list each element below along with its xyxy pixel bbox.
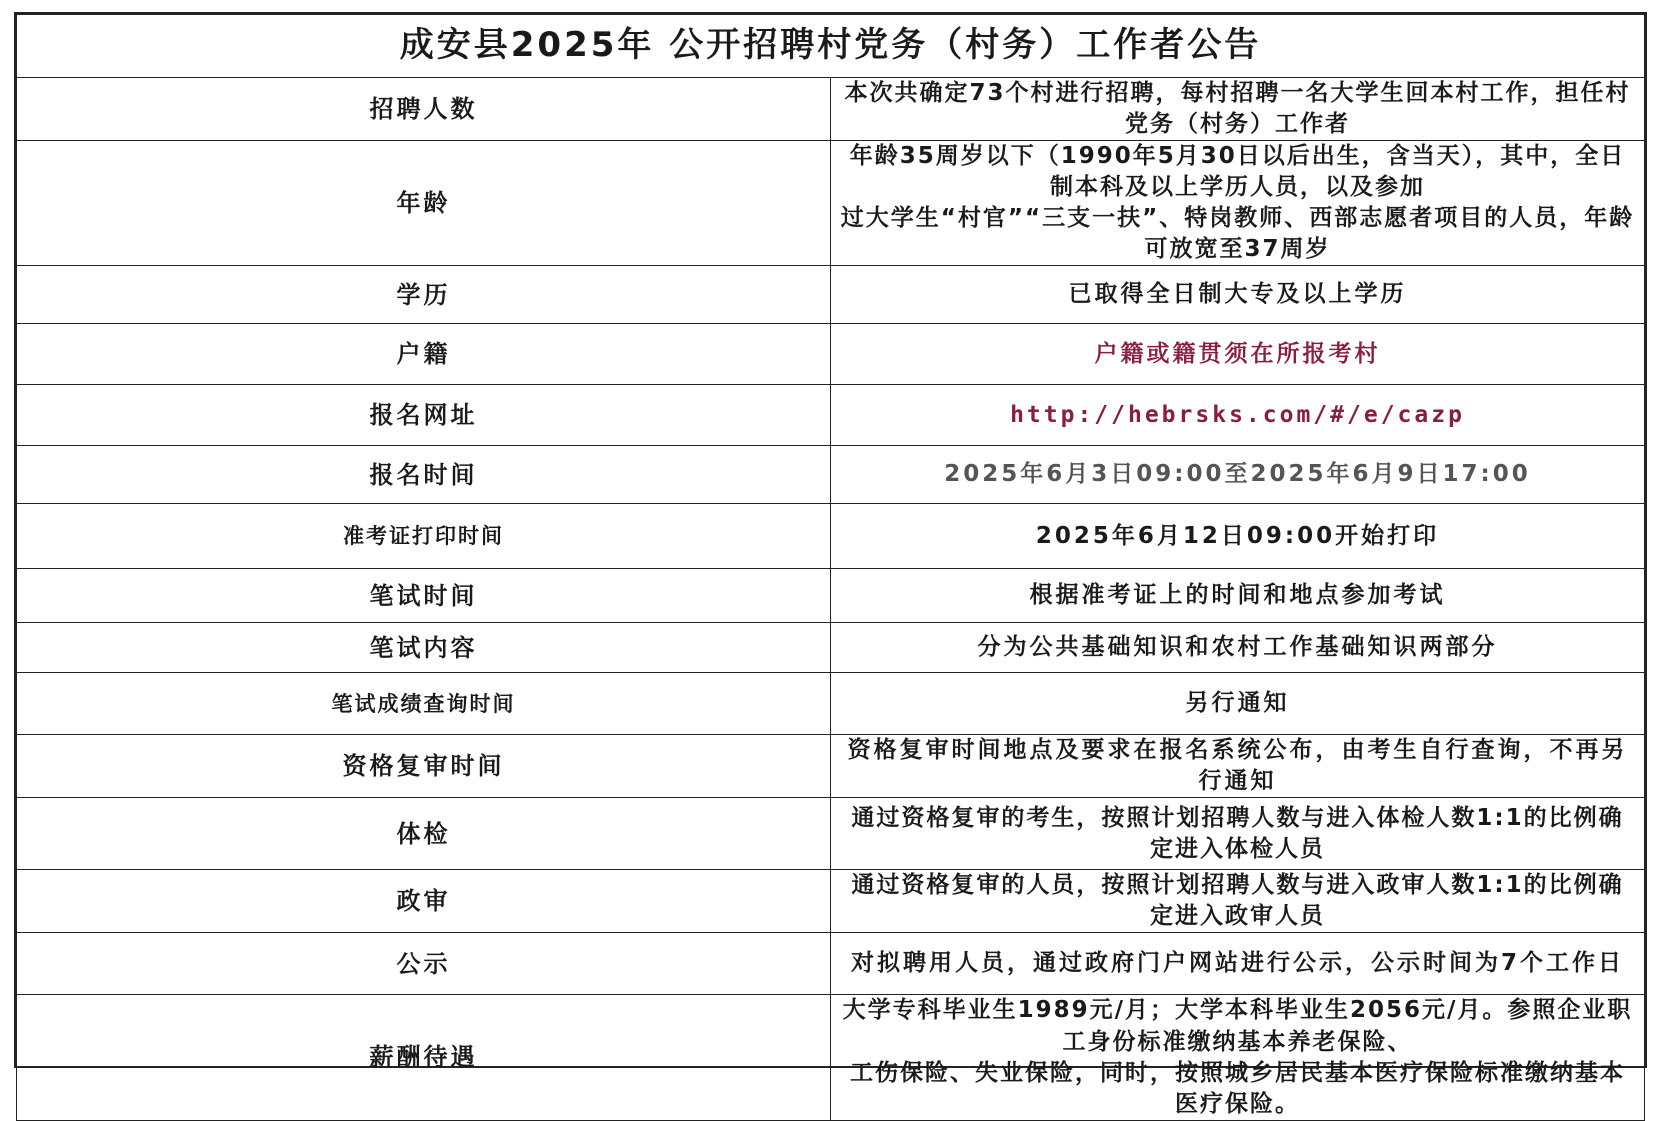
- row-label-education: 学历: [17, 266, 831, 324]
- page-title: 成安县2025年 公开招聘村党务（村务）工作者公告: [17, 15, 1645, 78]
- row-value-publicity: 对拟聘用人员，通过政府门户网站进行公示，公示时间为7个工作日: [831, 933, 1645, 995]
- notice-table: [16, 14, 1645, 1121]
- table-row: [17, 569, 1645, 623]
- row-label-admit-print: 准考证打印时间: [17, 504, 831, 569]
- table-row: [17, 504, 1645, 569]
- row-value-recruit-count: 本次共确定73个村进行招聘，每村招聘一名大学生回本村工作，担任村党务（村务）工作者: [831, 78, 1645, 141]
- row-value-exam-time: 根据准考证上的时间和地点参加考试: [831, 569, 1645, 623]
- age-line-2: 过大学生“村官”“三支一扶”、特岗教师、西部志愿者项目的人员，年龄可放宽至37周岁: [840, 205, 1635, 263]
- signup-url-link[interactable]: http://hebrsks.com/#/e/cazp: [831, 385, 1645, 446]
- row-label-household: 户籍: [17, 324, 831, 385]
- row-label-recruit-count: 招聘人数: [17, 78, 831, 141]
- salary-line-1: 大学专科毕业生1989元/月；大学本科毕业生2056元/月。参照企业职工身份标准缴纳基本养老保险、: [842, 997, 1633, 1055]
- row-value-education: 已取得全日制大专及以上学历: [831, 266, 1645, 324]
- salary-line-2: 工伤保险、失业保险，同时，按照城乡居民基本医疗保险标准缴纳基本医疗保险。: [850, 1059, 1625, 1117]
- row-value-household: 户籍或籍贯须在所报考村: [831, 324, 1645, 385]
- table-row: [17, 798, 1645, 870]
- row-label-exam-content: 笔试内容: [17, 623, 831, 673]
- row-label-political-review: 政审: [17, 870, 831, 933]
- table-row: [17, 870, 1645, 933]
- table-row: [17, 446, 1645, 504]
- row-label-salary: 薪酬待遇: [17, 995, 831, 1120]
- row-label-requalify: 资格复审时间: [17, 735, 831, 798]
- row-value-age: [831, 141, 1645, 266]
- table-row: [17, 266, 1645, 324]
- table-row: [17, 385, 1645, 446]
- table-row: [17, 995, 1645, 1120]
- row-label-medical: 体检: [17, 798, 831, 870]
- row-value-medical: 通过资格复审的考生，按照计划招聘人数与进入体检人数1:1的比例确定进入体检人员: [831, 798, 1645, 870]
- age-line-1: 年龄35周岁以下（1990年5月30日以后出生，含当天），其中，全日制本科及以上学历人员，以及参加: [849, 143, 1626, 201]
- table-row: [17, 673, 1645, 735]
- row-value-score-query: 另行通知: [831, 673, 1645, 735]
- row-value-admit-print: 2025年6月12日09:00开始打印: [831, 504, 1645, 569]
- row-label-signup-url: 报名网址: [17, 385, 831, 446]
- row-value-exam-content: 分为公共基础知识和农村工作基础知识两部分: [831, 623, 1645, 673]
- row-value-salary: [831, 995, 1645, 1120]
- table-row: [17, 735, 1645, 798]
- row-label-age: 年龄: [17, 141, 831, 266]
- row-value-signup-time: 2025年6月3日09:00至2025年6月9日17:00: [831, 446, 1645, 504]
- row-value-requalify: 资格复审时间地点及要求在报名系统公布，由考生自行查询，不再另行通知: [831, 735, 1645, 798]
- table-row: [17, 623, 1645, 673]
- table-row: [17, 324, 1645, 385]
- table-row: [17, 141, 1645, 266]
- row-label-score-query: 笔试成绩查询时间: [17, 673, 831, 735]
- table-row: [17, 78, 1645, 141]
- notice-document: [14, 12, 1647, 1117]
- table-row: [17, 933, 1645, 995]
- row-label-publicity: 公示: [17, 933, 831, 995]
- row-label-exam-time: 笔试时间: [17, 569, 831, 623]
- row-label-signup-time: 报名时间: [17, 446, 831, 504]
- row-value-political-review: 通过资格复审的人员，按照计划招聘人数与进入政审人数1:1的比例确定进入政审人员: [831, 870, 1645, 933]
